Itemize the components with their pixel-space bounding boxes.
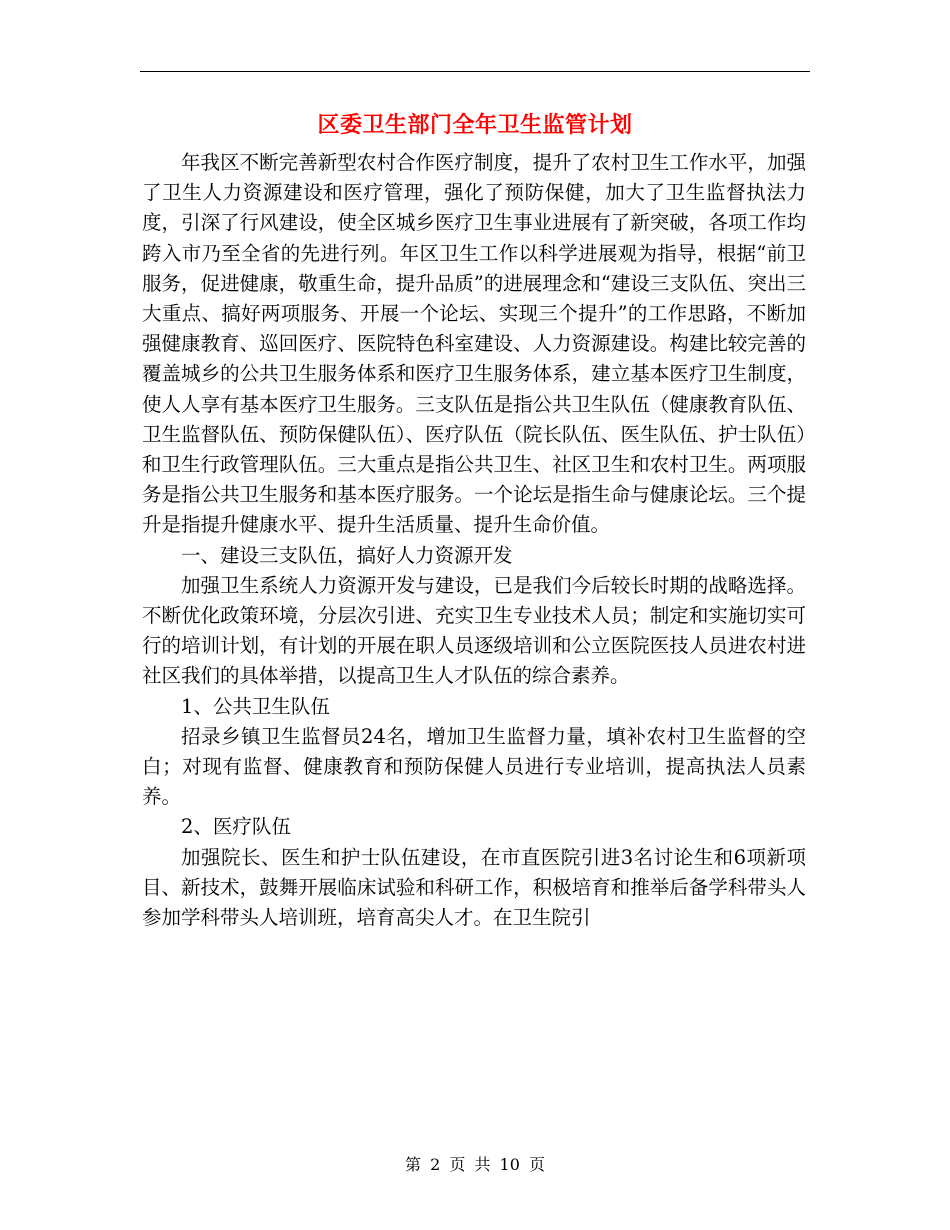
subheading-public-health-team: 1、公共卫生队伍 <box>181 694 330 718</box>
intro-paragraph: 年我区不断完善新型农村合作医疗制度，提升了农村卫生工作水平，加强了卫生人力资源建设和医疗管理，强化了预防保健，加大了卫生监督执法力度，引深了行风建设，使全区城乡医疗卫生事业进展有了新突破，各项工作均跨入市乃至全省的先进行列。年区卫生工作以科学进展观为指导，根据“前卫服务，促进健康，敬重生命，提升品质”的进展理念和“建设三支队伍、突出三大重点、搞好两项服务、开展一个论坛、实现三个提升”的工作思路，不断加强健康教育、巡回医疗、医院特色科室建设、人力资源建设。构建比较完善的覆盖城乡的公共卫生服务体系和医疗卫生服务体系，建立基本医疗卫生制度，使人人享有基本医疗卫生服务。三支队伍是指公共卫生队伍（健康教育队伍、卫生监督队伍、预防保健队伍）、医疗队伍（院长队伍、医生队伍、护士队伍）和卫生行政管理队伍。三大重点是指公共卫生、社区卫生和农村卫生。两项服务是指公共卫生服务和基本医疗服务。一个论坛是指生命与健康论坛。三个提升是指提升健康水平、提升生活质量、提升生命价值。 <box>142 151 806 537</box>
document-title: 区委卫生部门全年卫生监管计划 <box>317 112 633 138</box>
section-1-paragraph: 加强卫生系统人力资源开发与建设，已是我们今后较长时期的战略选择。不断优化政策环境，分层次引进、充实卫生专业技术人员；制定和实施切实可行的培训计划，有计划的开展在职人员逐级培训和公立医院医技人员进农村进社区我们的具体举措，以提高卫生人才队伍的综合素养。 <box>142 573 806 688</box>
document-body <box>142 148 806 933</box>
page-footer: 第 2 页 共 10 页 <box>405 1155 545 1174</box>
public-health-paragraph: 招录乡镇卫生监督员24名，增加卫生监督力量，填补农村卫生监督的空白；对现有监督、健康教育和预防保健人员进行专业培训，提高执法人员素养。 <box>142 724 806 809</box>
section-heading-1: 一、建设三支队伍，搞好人力资源开发 <box>181 543 513 567</box>
subheading-medical-team: 2、医疗队伍 <box>181 815 291 839</box>
header-rule <box>140 71 810 72</box>
medical-team-paragraph: 加强院长、医生和护士队伍建设，在市直医院引进3名讨论生和6项新项目、新技术，鼓舞开展临床试验和科研工作，积极培育和推举后备学科带头人参加学科带头人培训班，培育高尖人才。在卫生院引 <box>142 845 806 930</box>
